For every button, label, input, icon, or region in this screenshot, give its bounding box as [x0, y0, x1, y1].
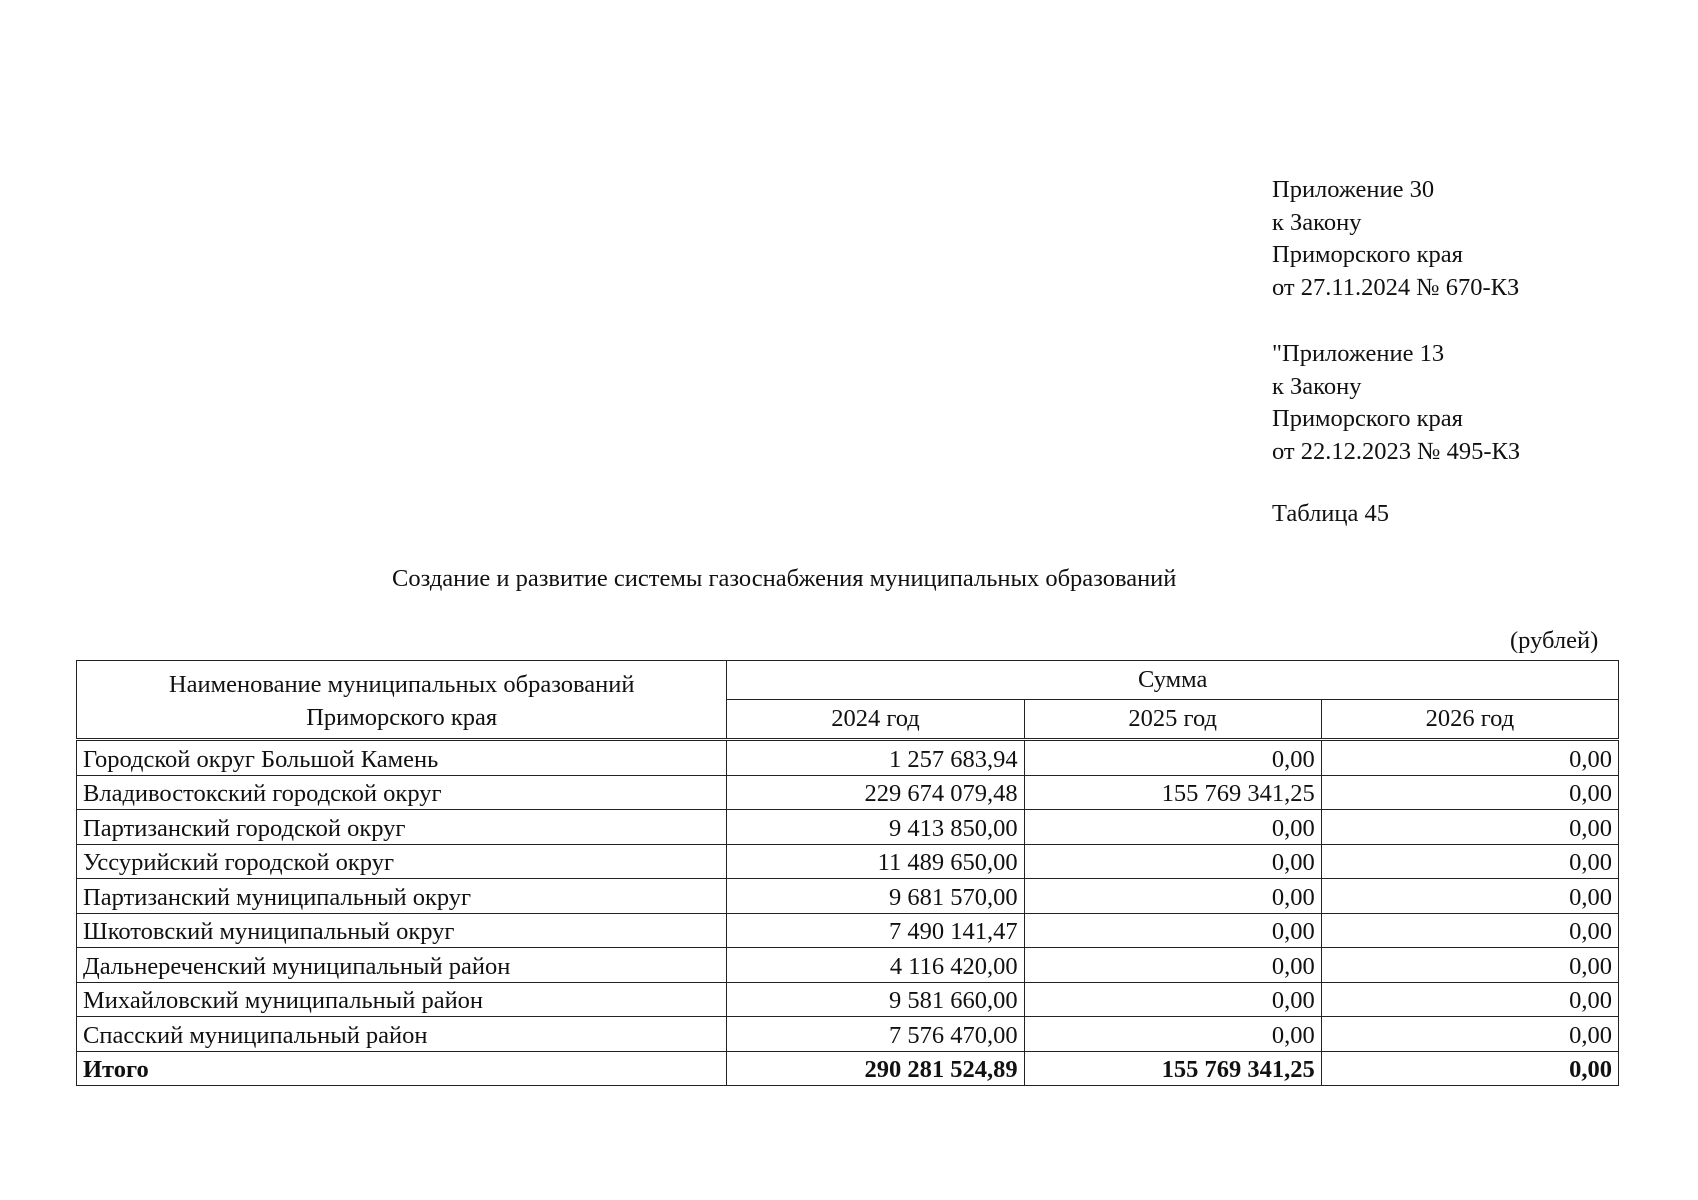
row-name-cell: Партизанский муниципальный округ — [77, 879, 727, 914]
units-label: (рублей) — [1510, 627, 1599, 654]
header-year-2024: 2024 год — [727, 700, 1024, 740]
table-row — [77, 810, 1619, 845]
table-row — [77, 948, 1619, 983]
table-row — [77, 740, 1619, 776]
row-name-cell: Дальнереченский муниципальный район — [77, 948, 727, 983]
row-2026-cell: 0,00 — [1321, 913, 1618, 948]
table-row — [77, 844, 1619, 879]
row-name-cell: Владивостокский городской округ — [77, 775, 727, 810]
total-2024-cell: 290 281 524,89 — [727, 1051, 1024, 1086]
header-name-line-1: Наименование муниципальных образований — [168, 670, 635, 698]
row-2024-cell: 9 413 850,00 — [727, 810, 1024, 845]
row-2026-cell: 0,00 — [1321, 982, 1618, 1017]
row-name-cell: Уссурийский городской округ — [77, 844, 727, 879]
appendix-13-line-3: Приморского края — [1272, 405, 1463, 432]
row-2024-cell: 9 581 660,00 — [727, 982, 1024, 1017]
table-row — [77, 775, 1619, 810]
table-row — [77, 982, 1619, 1017]
appendix-30-line-4: от 27.11.2024 № 670-КЗ — [1272, 273, 1520, 301]
row-2025-cell: 155 769 341,25 — [1024, 775, 1321, 810]
row-name-cell: Партизанский городской округ — [77, 810, 727, 845]
row-2026-cell: 0,00 — [1321, 1017, 1618, 1052]
row-2024-cell: 4 116 420,00 — [727, 948, 1024, 983]
row-2026-cell: 0,00 — [1321, 810, 1618, 845]
total-row — [77, 1051, 1619, 1086]
appendix-13-line-1: "Приложение 13 — [1272, 340, 1445, 367]
total-2025-cell: 155 769 341,25 — [1024, 1051, 1321, 1086]
row-name-cell: Спасский муниципальный район — [77, 1017, 727, 1052]
header-year-2025: 2025 год — [1024, 700, 1321, 740]
header-sum-cell: Сумма — [727, 661, 1619, 700]
appendix-13-line-2: к Закону — [1272, 372, 1362, 400]
header-year-2026: 2026 год — [1321, 700, 1618, 740]
row-2026-cell: 0,00 — [1321, 879, 1618, 914]
table-body — [77, 740, 1619, 1086]
row-2025-cell: 0,00 — [1024, 810, 1321, 845]
appendix-30-line-2: к Закону — [1272, 208, 1362, 236]
row-2025-cell: 0,00 — [1024, 913, 1321, 948]
row-2026-cell: 0,00 — [1321, 740, 1618, 776]
appendix-13-block — [1272, 338, 1520, 468]
total-name-cell: Итого — [77, 1051, 727, 1086]
total-2026-cell: 0,00 — [1321, 1051, 1618, 1086]
header-name-cell — [77, 661, 727, 740]
table-row — [77, 913, 1619, 948]
row-2026-cell: 0,00 — [1321, 844, 1618, 879]
row-2025-cell: 0,00 — [1024, 740, 1321, 776]
row-2024-cell: 11 489 650,00 — [727, 844, 1024, 879]
row-2025-cell: 0,00 — [1024, 844, 1321, 879]
row-2024-cell: 7 576 470,00 — [727, 1017, 1024, 1052]
appendix-13-line-4: от 22.12.2023 № 495-КЗ — [1272, 437, 1521, 465]
header-name-line-2: Приморского края — [306, 703, 498, 731]
row-2025-cell: 0,00 — [1024, 948, 1321, 983]
appendix-30-line-3: Приморского края — [1272, 241, 1463, 268]
row-2024-cell: 1 257 683,94 — [727, 740, 1024, 776]
appendix-30-line-1: Приложение 30 — [1272, 176, 1435, 203]
row-2026-cell: 0,00 — [1321, 775, 1618, 810]
row-name-cell: Городской округ Большой Камень — [77, 740, 727, 776]
table-row — [77, 1017, 1619, 1052]
table-row — [77, 879, 1619, 914]
row-2026-cell: 0,00 — [1321, 948, 1618, 983]
row-2024-cell: 9 681 570,00 — [727, 879, 1024, 914]
row-name-cell: Михайловский муниципальный район — [77, 982, 727, 1017]
header-row-1 — [77, 661, 1619, 700]
table-number: Таблица 45 — [1272, 500, 1390, 527]
row-2024-cell: 229 674 079,48 — [727, 775, 1024, 810]
row-2025-cell: 0,00 — [1024, 1017, 1321, 1052]
funding-table — [76, 660, 1619, 1086]
appendix-30-block — [1272, 174, 1519, 304]
document-title: Создание и развитие системы газоснабжения муниципальных образований — [392, 565, 1177, 592]
row-2025-cell: 0,00 — [1024, 982, 1321, 1017]
row-name-cell: Шкотовский муниципальный округ — [77, 913, 727, 948]
row-2024-cell: 7 490 141,47 — [727, 913, 1024, 948]
table-header — [77, 661, 1619, 740]
row-2025-cell: 0,00 — [1024, 879, 1321, 914]
